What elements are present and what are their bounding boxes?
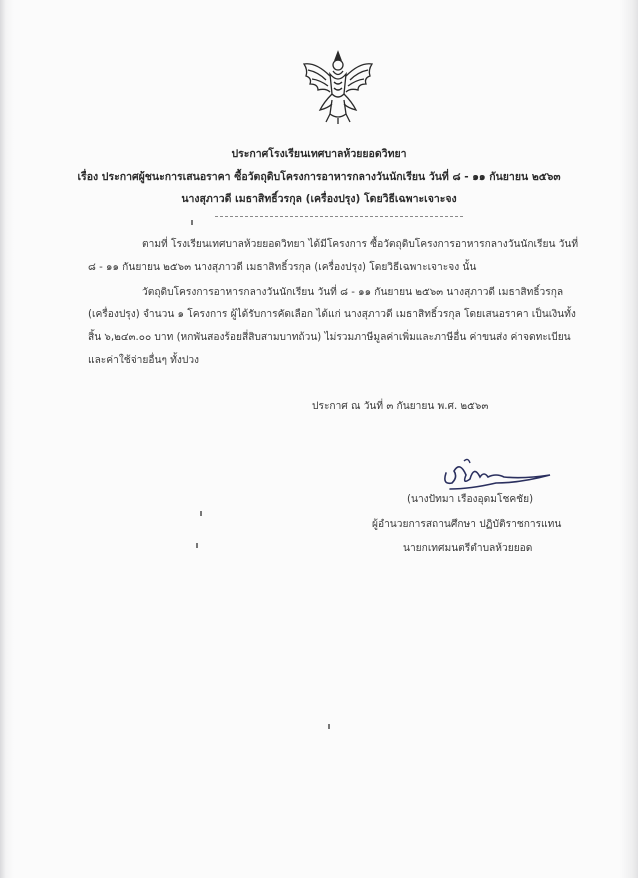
scan-speck: [200, 511, 202, 516]
school-title: ประกาศโรงเรียนเทศบาลห้วยยอดวิทยา: [231, 148, 407, 160]
para2-line3: สิ้น ๖,๒๔๓.๐๐ บาท (หกพันสองร้อยสี่สิบสามบาทถ้วน) ไม่รวมภาษีมูลค่าเพิ่มและภาษีอื่น ค่าขนส่ง ค่าจดทะเบียน: [88, 332, 571, 343]
scan-speck: [191, 220, 193, 225]
announce-date: ประกาศ ณ วันที่ ๓ กันยายน พ.ศ. ๒๕๖๓: [312, 401, 489, 412]
para2-line1: วัตถุดิบโครงการอาหารกลางวันนักเรียน วันที่ ๘ - ๑๑ กันยายน ๒๕๖๓ นางสุภาวดี เมธาสิทธิ์วรกุล: [142, 287, 564, 298]
subject-line: เรื่อง ประกาศผู้ชนะการเสนอราคา ซื้อวัตถุดิบโครงการอาหารกลางวันนักเรียน วันที่ ๘ - ๑๑ กันยายน ๒๕๖๓: [77, 171, 561, 183]
signer-title: ผู้อำนวยการสถานศึกษา ปฏิบัติราชการแทน: [372, 519, 562, 530]
separator-rule: [215, 216, 463, 217]
signer-org: นายกเทศมนตรีตำบลห้วยยอด: [403, 543, 533, 554]
scan-speck: [328, 724, 330, 729]
vendor-method-line: นางสุภาวดี เมธาสิทธิ์วรกุล (เครื่องปรุง) โดยวิธีเฉพาะเจาะจง: [181, 193, 457, 205]
signer-name: (นางปัทมา เรืองอุดมโชคชัย): [407, 494, 534, 505]
signature: [440, 455, 570, 495]
para2-line2: (เครื่องปรุง) จำนวน ๑ โครงการ ผู้ได้รับการคัดเลือก ได้แก่ นางสุภาวดี เมธาสิทธิ์วรกุล โดยเสนอราคา เป็นเงินทั้ง: [88, 309, 576, 320]
para2-line4: และค่าใช้จ่ายอื่นๆ ทั้งปวง: [88, 355, 200, 366]
scan-speck: [196, 543, 198, 548]
para1-line2: ๘ - ๑๑ กันยายน ๒๕๖๓ นางสุภาวดี เมธาสิทธิ์วรกุล (เครื่องปรุง) โดยวิธีเฉพาะเจาะจง นั้น: [88, 262, 477, 273]
garuda-emblem: [300, 48, 376, 126]
para1-line1: ตามที่ โรงเรียนเทศบาลห้วยยอดวิทยา ได้มีโครงการ ซื้อวัตถุดิบโครงการอาหารกลางวันนักเรียน วันที่: [142, 239, 579, 250]
